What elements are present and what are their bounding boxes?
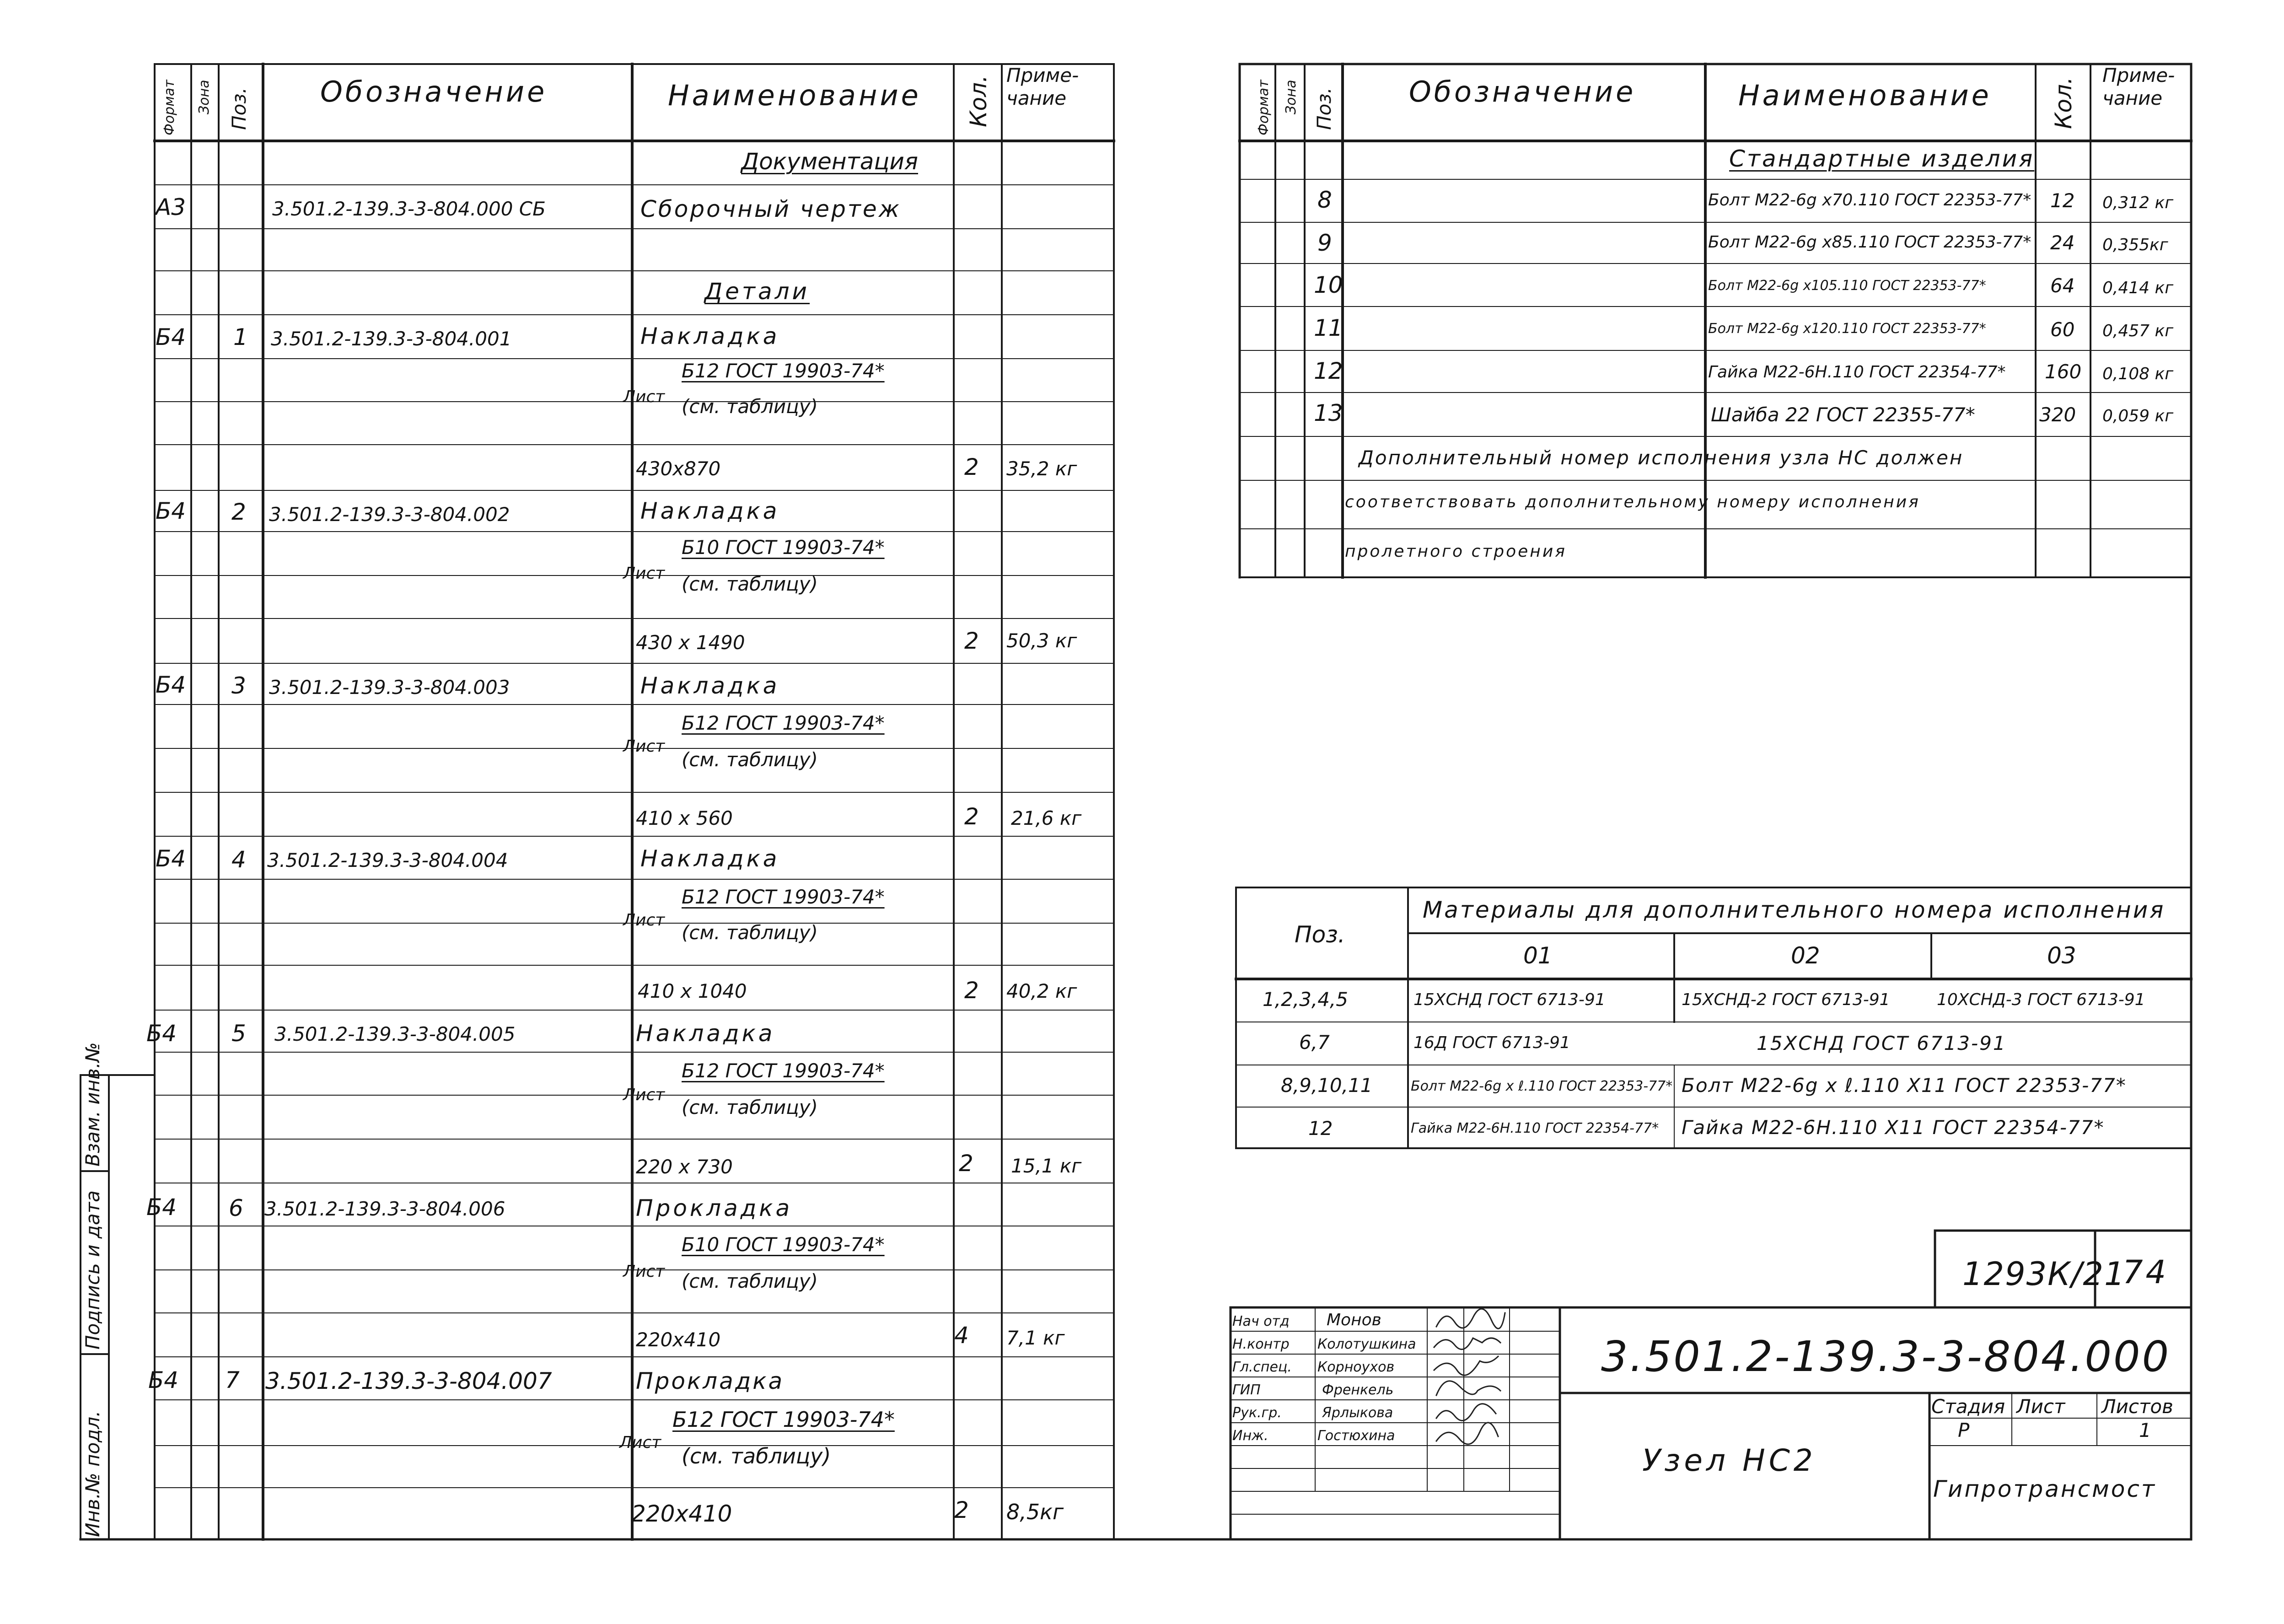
part-size: 430 х 1490	[636, 631, 745, 654]
materials-pos: 12	[1308, 1117, 1333, 1140]
part-size: 220х410	[631, 1500, 732, 1527]
left-spec-rows	[155, 185, 1114, 1488]
signature-role: Рук.гр.	[1232, 1405, 1282, 1421]
left-header-note: Приме- чание	[1006, 64, 1079, 110]
materials-v01: Болт М22-6g х ℓ.110 ГОСТ 22353-77*	[1411, 1078, 1673, 1094]
std-note: 0,312 кг	[2102, 194, 2174, 212]
part-size: 410 х 1040	[638, 980, 747, 1002]
part-material-note: (см. таблицу)	[682, 1444, 831, 1468]
part-material-note: (см. таблицу)	[682, 921, 818, 944]
part-material: Б12 ГОСТ 19903-74*	[682, 360, 885, 382]
materials-grid	[1236, 887, 2191, 1148]
part-name: Накладка	[636, 1020, 775, 1047]
left-header-name: Наименование	[668, 79, 921, 112]
std-note: 0,108 кг	[2102, 365, 2174, 383]
part-mass: 35,2 кг	[1006, 457, 1077, 480]
std-qty: 320	[2039, 403, 2076, 426]
sheet-word: Лист	[623, 1086, 665, 1104]
right-header-format: Формат	[1256, 80, 1272, 135]
doc-designation: 3.501.2-139.3-3-804.000 СБ	[272, 198, 546, 220]
std-name: Шайба 22 ГОСТ 22355-77*	[1711, 403, 1975, 426]
materials-title: Материалы для дополнительного номера исполнения	[1423, 897, 2166, 923]
part-material-note: (см. таблицу)	[682, 395, 818, 418]
std-qty: 24	[2050, 231, 2075, 254]
part-pos: 2	[231, 499, 246, 525]
std-name: Болт М22-6g х105.110 ГОСТ 22353-77*	[1708, 278, 1986, 294]
std-name: Гайка М22-6Н.110 ГОСТ 22354-77*	[1708, 363, 2006, 382]
part-material: Б10 ГОСТ 19903-74*	[682, 536, 885, 559]
part-mass: 7,1 кг	[1006, 1327, 1065, 1349]
part-size: 220 х 730	[636, 1156, 733, 1178]
sheet-word: Лист	[619, 1433, 661, 1452]
part-designation: 3.501.2-139.3-3-804.004	[267, 849, 508, 871]
part-designation: 3.501.2-139.3-3-804.007	[265, 1368, 552, 1394]
part-pos: 7	[225, 1367, 240, 1393]
right-header-pos: Поз.	[1313, 87, 1335, 130]
materials-v01: 16Д ГОСТ 6713-91	[1413, 1033, 1570, 1052]
sheet-word: Лист	[623, 911, 665, 930]
std-note: 0,414 кг	[2102, 279, 2174, 297]
materials-variant-01: 01	[1523, 942, 1553, 969]
materials-variant-03: 03	[2047, 942, 2076, 969]
part-size: 410 х 560	[636, 807, 733, 829]
left-header-format: Формат	[161, 80, 177, 135]
signature-role: Нач отд	[1232, 1313, 1290, 1329]
part-qty: 2	[954, 1497, 969, 1523]
std-pos: 9	[1317, 230, 1332, 256]
part-material: Б12 ГОСТ 19903-74*	[682, 1059, 885, 1082]
part-mass: 40,2 кг	[1006, 980, 1077, 1002]
part-size: 220х410	[636, 1328, 721, 1351]
part-material: Б12 ГОСТ 19903-74*	[672, 1407, 895, 1432]
std-note: 0,355кг	[2102, 236, 2168, 254]
materials-pos: 6,7	[1299, 1031, 1330, 1054]
part-mass: 21,6 кг	[1011, 807, 1082, 829]
left-header-zone: Зона	[196, 80, 212, 114]
part-format: Б4	[156, 324, 186, 350]
std-qty: 160	[2045, 360, 2082, 383]
sheet-word: Лист	[623, 737, 665, 756]
part-name: Накладка	[640, 672, 780, 699]
note-line-1: Дополнительный номер исполнения узла НС должен	[1359, 446, 1964, 469]
left-spec-grid	[155, 64, 1114, 1539]
part-name: Накладка	[640, 498, 780, 524]
part-qty: 4	[954, 1322, 969, 1349]
part-mass: 50,3 кг	[1006, 629, 1077, 652]
materials-v01: Гайка М22-6Н.110 ГОСТ 22354-77*	[1411, 1120, 1659, 1136]
part-name: Накладка	[640, 845, 780, 872]
right-header-zone: Зона	[1283, 80, 1299, 114]
section-details: Детали	[704, 278, 810, 305]
signature-role: ГИП	[1232, 1382, 1261, 1398]
part-designation: 3.501.2-139.3-3-804.002	[269, 503, 510, 526]
side-stamp-signature: Подпись и дата	[81, 1190, 104, 1350]
part-material-note: (см. таблицу)	[682, 1270, 818, 1292]
sheet-word: Лист	[623, 564, 665, 583]
part-name: Прокладка	[636, 1368, 785, 1394]
right-header-qty: Кол.	[2050, 77, 2077, 129]
side-stamp-replaces: Взам. инв.№	[81, 1042, 104, 1167]
materials-v0203: Болт М22-6g х ℓ.110 Х11 ГОСТ 22353-77*	[1682, 1074, 2127, 1097]
part-mass: 15,1 кг	[1011, 1155, 1082, 1177]
stage-value: Р	[1958, 1419, 1970, 1441]
left-header-pos: Поз.	[228, 87, 250, 130]
doc-format: А3	[156, 194, 186, 220]
section-documentation: Документация	[741, 148, 918, 175]
std-note: 0,059 кг	[2102, 407, 2174, 425]
sheet-number: 74	[2123, 1253, 2169, 1291]
signature-name: Монов	[1327, 1311, 1381, 1329]
materials-v0203: Гайка М22-6Н.110 Х11 ГОСТ 22354-77*	[1682, 1116, 2105, 1139]
part-format: Б4	[156, 672, 186, 698]
part-name: Накладка	[640, 323, 780, 350]
part-designation: 3.501.2-139.3-3-804.006	[264, 1198, 505, 1220]
part-designation: 3.501.2-139.3-3-804.001	[271, 328, 512, 350]
signature-role: Гл.спец.	[1232, 1359, 1292, 1375]
album-number: 1293К/21	[1962, 1255, 2126, 1293]
part-pos: 4	[231, 846, 246, 873]
part-size: 430х870	[636, 457, 721, 480]
materials-v0203: 15ХСНД ГОСТ 6713-91	[1757, 1032, 2007, 1054]
materials-v01: 15ХСНД ГОСТ 6713-91	[1413, 990, 1606, 1009]
std-name: Болт М22-6g х70.110 ГОСТ 22353-77*	[1708, 191, 2031, 210]
right-header-note: Приме- чание	[2102, 64, 2175, 110]
organization: Гипротрансмост	[1933, 1476, 2156, 1502]
part-qty: 2	[964, 628, 979, 654]
section-standard-items: Стандартные изделия	[1729, 145, 2035, 172]
part-pos: 3	[231, 672, 246, 699]
part-pos: 1	[233, 324, 248, 350]
signature-role: Инж.	[1232, 1428, 1268, 1444]
materials-variant-02: 02	[1791, 942, 1820, 969]
std-pos: 12	[1314, 358, 1343, 384]
note-line-2: соответствовать дополнительному номеру исполнения	[1345, 493, 1920, 511]
std-pos: 13	[1314, 400, 1343, 426]
part-format: Б4	[146, 1194, 177, 1221]
signature-name: Ярлыкова	[1322, 1405, 1393, 1421]
part-pos: 6	[229, 1195, 243, 1221]
document-title: Узел НС2	[1642, 1443, 1816, 1478]
signature-name: Френкель	[1322, 1382, 1394, 1398]
part-format: Б4	[146, 1020, 177, 1047]
stage-label: Стадия	[1931, 1395, 2005, 1418]
part-qty: 2	[964, 803, 979, 830]
signature-name: Колотушкина	[1317, 1336, 1416, 1352]
part-qty: 2	[959, 1150, 973, 1177]
materials-pos-header: Поз.	[1295, 921, 1345, 948]
part-qty: 2	[964, 977, 979, 1004]
right-header-designation: Обозначение	[1409, 75, 1636, 108]
part-mass: 8,5кг	[1006, 1500, 1064, 1524]
note-line-3: пролетного строения	[1345, 542, 1567, 561]
materials-pos: 8,9,10,11	[1281, 1074, 1373, 1097]
part-name: Прокладка	[636, 1195, 793, 1221]
part-material-note: (см. таблицу)	[682, 1096, 818, 1119]
document-designation: 3.501.2-139.3-3-804.000	[1601, 1332, 2171, 1381]
materials-pos: 1,2,3,4,5	[1263, 988, 1349, 1011]
part-designation: 3.501.2-139.3-3-804.005	[274, 1023, 516, 1045]
part-material: Б12 ГОСТ 19903-74*	[682, 712, 885, 734]
std-pos: 10	[1314, 272, 1343, 298]
materials-v03: 10ХСНД-3 ГОСТ 6713-91	[1937, 990, 2145, 1009]
sheets-value: 1	[2139, 1419, 2151, 1441]
part-format: Б4	[156, 845, 186, 872]
side-stamp-inventory: Инв.№ подл.	[81, 1410, 104, 1537]
doc-name: Сборочный чертеж	[640, 196, 901, 222]
signature-role: Н.контр	[1232, 1336, 1290, 1352]
std-pos: 8	[1317, 187, 1332, 213]
std-note: 0,457 кг	[2102, 322, 2174, 340]
std-name: Болт М22-6g х120.110 ГОСТ 22353-77*	[1708, 321, 1986, 337]
signature-name: Гостюхина	[1317, 1428, 1395, 1444]
part-material-note: (см. таблицу)	[682, 573, 818, 595]
right-header-name: Наименование	[1738, 79, 1992, 112]
part-material: Б10 ГОСТ 19903-74*	[682, 1233, 885, 1256]
std-qty: 12	[2050, 189, 2075, 212]
std-pos: 11	[1314, 315, 1343, 341]
sheets-label: Листов	[2101, 1395, 2173, 1418]
sheet-word: Лист	[623, 1262, 665, 1281]
std-qty: 60	[2050, 318, 2075, 341]
part-format: Б4	[156, 498, 186, 524]
part-material-note: (см. таблицу)	[682, 748, 818, 771]
left-header-designation: Обозначение	[320, 75, 548, 108]
part-qty: 2	[964, 454, 979, 480]
left-header-qty: Кол.	[965, 75, 992, 127]
materials-v02: 15ХСНД-2 ГОСТ 6713-91	[1682, 990, 1890, 1009]
sheet-word: Лист	[623, 387, 665, 406]
std-name: Болт М22-6g х85.110 ГОСТ 22353-77*	[1708, 233, 2031, 252]
right-spec-rows	[1240, 179, 2191, 529]
signature-name: Корноухов	[1317, 1359, 1395, 1375]
part-format: Б4	[148, 1367, 179, 1393]
part-material: Б12 ГОСТ 19903-74*	[682, 886, 885, 908]
part-pos: 5	[231, 1020, 246, 1047]
part-designation: 3.501.2-139.3-3-804.003	[269, 676, 510, 699]
sheet-label: Лист	[2016, 1395, 2065, 1418]
std-qty: 64	[2050, 274, 2075, 297]
